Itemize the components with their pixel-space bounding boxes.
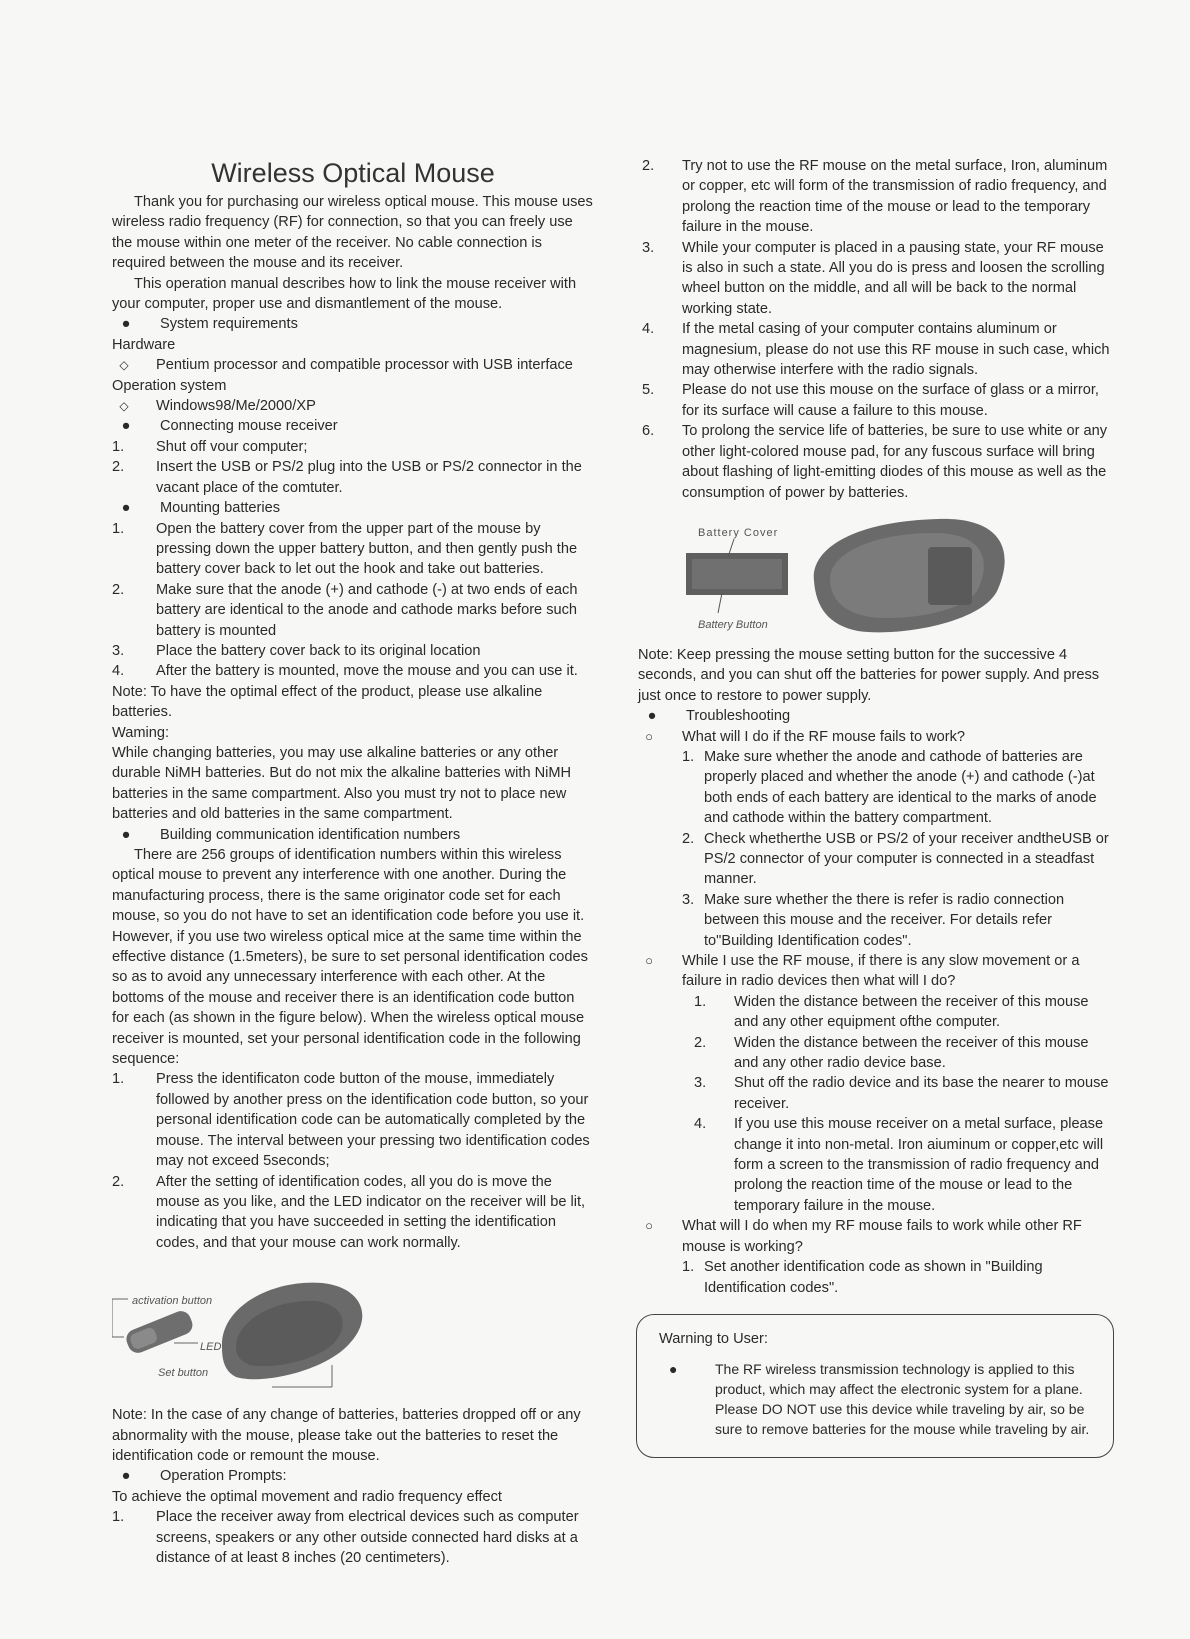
page-title: Wireless Optical Mouse <box>211 158 495 188</box>
list-item: 3. Make sure whether the there is refer is radio connection between this mouse and the receiver. For details refer to"Building Identification codes". <box>682 891 1065 949</box>
section-heading: ● System requirements <box>112 314 594 334</box>
warning-box <box>636 1314 1114 1458</box>
section-heading: ● Mounting batteries <box>112 498 594 518</box>
list-item: 2. Check whetherthe USB or PS/2 of your receiver andtheUSB or PS/2 connector of your computer is connected in a steadfast manner. <box>682 830 1109 888</box>
list-item: 2. Insert the USB or PS/2 plug into the USB or PS/2 connector in the vacant place of the comtuter. <box>112 459 582 496</box>
list-item: 1. Place the receiver away from electrical devices such as computer screens, speakers or any other outside connected hard disks at a distance of at least 8 inches (20 centimeters). <box>112 1509 579 1566</box>
warning-box-title: Warning to User: <box>659 1330 768 1347</box>
question: ○ What will I do if the RF mouse fails to work? <box>638 727 1114 747</box>
section-heading: ● Troubleshooting <box>638 706 1114 726</box>
bullet-icon: ● <box>121 1468 131 1485</box>
battery-cover-label: Battery Cover <box>698 526 779 539</box>
note-text: Note: In the case of any change of batteries, batteries dropped off or any abnormality with the mouse, please take out the batteries to reset the identification code or remount the mouse. <box>112 1407 581 1464</box>
list-item: 2. Make sure that the anode (+) and cathode (-) at two ends of each battery are identical to the anode and cathode marks before such battery is mounted <box>112 581 578 639</box>
list-item: 2. Widen the distance between the receiver of this mouse and any other radio device base. <box>694 1034 1089 1072</box>
bullet-icon: ● <box>121 500 131 517</box>
list-item: 1. Widen the distance between the receiver of this mouse and any other equipment ofthe computer. <box>694 993 1089 1031</box>
warning-item: ● The RF wireless transmission technology is applied to this product, which may affect the electronic system for a plane. Please DO NOT use this device while traveling by air, so be sure to remove batteries for the mouse while traveling by air. <box>669 1361 1090 1438</box>
bullet-icon: ● <box>121 418 131 435</box>
note-text: Note: To have the optimal effect of the product, please use alkaline batteries. <box>112 683 543 721</box>
section-heading: ● Connecting mouse receiver <box>112 416 594 436</box>
warning-label: Waming: <box>112 724 170 741</box>
list-item: 4. After the battery is mounted, move the mouse and you can use it. <box>112 663 578 680</box>
activation-button-label: activation button <box>132 1295 213 1308</box>
list-item: 1. Set another identification code as shown in "Building Identification codes". <box>682 1259 1043 1296</box>
list-item: ◇ Windows98/Me/2000/XP <box>112 396 594 416</box>
intro-paragraph: Thank you for purchasing our wireless optical mouse. This mouse uses wireless radio frequency (RF) for connection, so that you can freely use the mouse within one meter of the receiver. No cable connection is required between the mouse and its receiver. <box>112 194 593 272</box>
circle-bullet-icon: ○ <box>645 728 653 744</box>
right-column <box>638 156 1114 1458</box>
list-item: 4. If the metal casing of your computer contains aluminum or magnesium, please do not use this RF mouse in such case, which may otherwise interfere with the radio signals. <box>642 321 1110 379</box>
circle-bullet-icon: ○ <box>645 1218 653 1234</box>
list-item: 2. After the setting of identification codes, all you do is move the mouse as you like, and the LED indicator on the receiver will be lit, indicating that you have succeeded in setting the identification codes, and that your mouse can work normally. <box>112 1173 586 1251</box>
list-item: 1. Open the battery cover from the upper part of the mouse by pressing down the upper battery button, and then gently push the battery cover back to let out the hook and take out batteries. <box>112 520 578 578</box>
list-item: 4. If you use this mouse receiver on a metal surface, please change it into non-metal. Iron aiuminum or copper,etc will form a screen to the transmission of radio frequency and prolong the reaction time of the mouse or lead to the temporary failure in the mouse. <box>694 1116 1104 1214</box>
bullet-icon: ● <box>121 316 131 333</box>
circle-bullet-icon: ○ <box>645 953 653 968</box>
bullet-icon: ● <box>647 708 657 725</box>
list-item: 5. Please do not use this mouse on the surface of glass or a mirror, for its surface will cause a failure to this mouse. <box>642 382 1099 419</box>
list-item: 1. Shut off vour computer; <box>112 438 308 455</box>
warning-text: While changing batteries, you may use alkaline batteries or any other durable NiMH batteries. But do not mix the alkaline batteries with NiMH batteries in the same compartment. Also you must try not to place new batteries and old batteries in the same compartment. <box>112 744 572 823</box>
receiver-mouse-figure <box>112 1277 594 1397</box>
operation-intro: To achieve the optimal movement and radio frequency effect <box>112 1488 502 1505</box>
hardware-label: Hardware <box>112 336 176 353</box>
led-label: LED <box>200 1341 222 1354</box>
bullet-icon: ● <box>669 1361 678 1378</box>
left-column <box>112 156 594 1568</box>
set-button-label: Set button <box>158 1367 209 1380</box>
building-paragraph: There are 256 groups of identification numbers within this wireless optical mouse to prevent any interference with one another. During the manufacturing process, there is the same originator code set for each mouse, so you do not have to set an identification code before you use it. However, if you use two wireless optical mice at the same time within the effective distance (1.5meters), be sure to set personal identification codes so as to avoid any unnecessary interference with each other. At the bottoms of the mouse and receiver there is an identification code button for each (as shown in the figure below). When the wireless optical mouse receiver is mounted, set your personal identification code in the following sequence: <box>112 847 588 1068</box>
list-item: 3. Place the battery cover back to its original location <box>112 642 481 659</box>
list-item: 3. Shut off the radio device and its base the nearer to mouse receiver. <box>694 1075 1109 1112</box>
intro-paragraph: This operation manual describes how to link the mouse receiver with your computer, proper use and dismantlement of the mouse. <box>112 275 577 313</box>
list-item: ◇ Pentium processor and compatible processor with USB interface <box>112 355 594 375</box>
section-heading: ● Building communication identification numbers <box>112 825 594 845</box>
section-heading: ● Operation Prompts: <box>112 1466 594 1486</box>
question: ○ While I use the RF mouse, if there is any slow movement or a failure in radio devices then what will I do? <box>638 951 1114 992</box>
diamond-bullet-icon: ◇ <box>119 399 129 414</box>
battery-figure <box>638 517 1114 637</box>
diamond-bullet-icon: ◇ <box>119 358 129 373</box>
list-item: 2. Try not to use the RF mouse on the metal surface, Iron, aluminum or copper, etc will form of the transmission of radio frequency, and prolong the reaction time of the mouse or lead to the temporary failure in the mouse. <box>642 158 1108 236</box>
os-label: Operation system <box>112 377 227 394</box>
bullet-icon: ● <box>121 826 131 843</box>
list-item: 1. Make sure whether the anode and cathode of batteries are properly placed and whether the anode (+) and cathode (-)at both ends of each battery are identical to the marks of anode and cathode within the battery compartment. <box>682 748 1097 827</box>
note-text: Note: Keep pressing the mouse setting button for the successive 4 seconds, and you can shut off the batteries for power supply. And press just once to restore to power supply. <box>638 646 1100 704</box>
list-item: 6. To prolong the service life of batteries, be sure to use white or any other light-colored mouse pad, for any fuscous surface will bring about flashing of light-emitting diodes of this mouse as well as the consumption of power by batteries. <box>642 423 1108 501</box>
battery-button-label: Battery Button <box>698 618 768 631</box>
list-item: 1. Press the identificaton code button of the mouse, immediately followed by another press on the identification code button, so your personal identification code can be automatically completed by the mouse. The interval between your pressing two identification codes may not exceed 5seconds; <box>112 1071 590 1170</box>
question: ○ What will I do when my RF mouse fails to work while other RF mouse is working? <box>638 1216 1114 1257</box>
list-item: 3. While your computer is placed in a pausing state, your RF mouse is also in such a state. All you do is press and loosen the scrolling wheel button on the middle, and all will be back to the normal working state. <box>642 239 1105 317</box>
